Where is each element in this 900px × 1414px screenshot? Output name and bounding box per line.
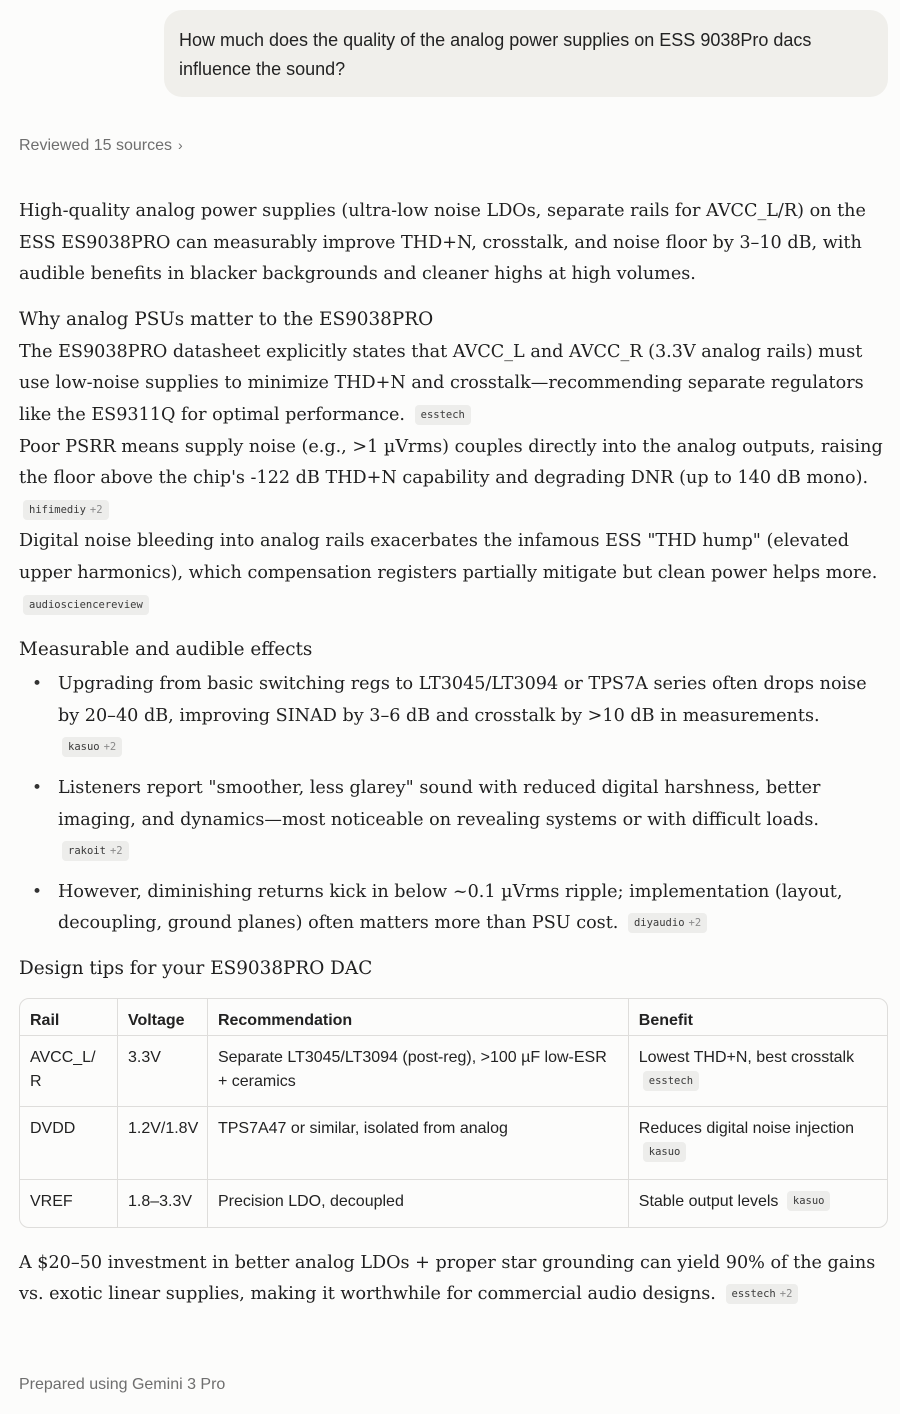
list-item-text: Listeners report "smoother, less glarey" sound with reduced digital harshness, better imaging, and dynamics—most noticeable on revealing systems or with difficult loads. <box>58 777 821 830</box>
cell-text: Lowest THD+N, best crosstalk <box>638 1048 855 1066</box>
citation-source: esstech <box>731 1288 776 1301</box>
citation-more-count: +2 <box>109 845 123 858</box>
citation-chip[interactable] <box>23 500 109 520</box>
citation-chip[interactable] <box>643 1142 687 1162</box>
citation-source: diyaudio <box>633 917 685 930</box>
paragraph <box>19 432 889 527</box>
citation-chip[interactable] <box>415 405 471 425</box>
paragraph-text: Poor PSRR means supply noise (e.g., >1 µVrms) couples directly into the analog outputs, raising the floor above the chip's -122 dB THD+N capability and degrading DNR (up to 140 dB mono). <box>19 436 883 489</box>
list-item-text: Upgrading from basic switching regs to LT3045/LT3094 or TPS7A series often drops noise by 20–40 dB, improving SINAD by 3–6 dB and crosstalk by >10 dB in measurements. <box>58 674 867 726</box>
paragraph-text: Digital noise bleeding into analog rails exacerbates the infamous ESS "THD hump" (elevated upper harmonics), which compensation registers partially mitigate but clean power helps more. <box>19 531 878 583</box>
user-message-bubble <box>164 10 888 97</box>
cell-benefit <box>628 1106 887 1179</box>
cell-recommendation: Precision LDO, decoupled <box>207 1179 628 1227</box>
list-item <box>19 773 889 868</box>
user-message-text: How much does the quality of the analog power supplies on ESS 9038Pro dacs influence the sound? <box>179 30 812 79</box>
citation-chip[interactable] <box>23 595 149 615</box>
bullet-icon: • <box>32 674 43 695</box>
citation-source: hifimediy <box>29 503 86 516</box>
paragraph <box>19 337 889 432</box>
bullet-icon: • <box>32 777 43 798</box>
cell-recommendation: Separate LT3045/LT3094 (post-reg), >100 µF low-ESR + ceramics <box>207 1035 628 1106</box>
design-tips-table <box>19 998 888 1228</box>
citation-chip[interactable] <box>62 737 122 757</box>
citation-source: esstech <box>648 1074 694 1087</box>
cell-benefit <box>628 1179 887 1227</box>
cell-rail: DVDD <box>20 1106 117 1179</box>
citation-source: rakoit <box>68 845 106 858</box>
list-item-text: However, diminishing returns kick in below ~0.1 µVrms ripple; implementation (layout, decoupling, ground planes) often matters more than PSU cost. <box>58 881 843 934</box>
paragraph-text: The ES9038PRO datasheet explicitly states that AVCC_L and AVCC_R (3.3V analog rails) must use low-noise supplies to minimize THD+N and crosstalk—recommending separate regulators like the ES9311Q for optimal performance. <box>19 341 864 425</box>
reviewed-sources-toggle[interactable] <box>19 137 183 155</box>
chevron-right-icon: › <box>177 137 183 153</box>
column-header: Rail <box>30 1011 60 1029</box>
table-row <box>20 1179 887 1227</box>
citation-more-count: +2 <box>688 917 702 930</box>
cell-rail <box>20 1035 117 1106</box>
cell-voltage: 1.8–3.3V <box>117 1179 207 1227</box>
citation-more-count: +2 <box>779 1288 793 1301</box>
assistant-response <box>19 196 889 1311</box>
citation-more-count: +2 <box>89 503 103 516</box>
citation-chip[interactable] <box>628 913 707 933</box>
column-header: Voltage <box>117 999 207 1035</box>
cell-text: Stable output levels <box>638 1192 779 1210</box>
sources-label: Reviewed 15 sources <box>19 137 172 154</box>
intro-paragraph: High-quality analog power supplies (ultra-low noise LDOs, separate rails for AVCC_L/R) on the ESS ES9038PRO can measurably improve THD+N, crosstalk, and noise floor by 3–10 dB, with audible benefits in blacker backgrounds and cleaner highs at high volumes. <box>19 201 866 285</box>
citation-source: audiosciencereview <box>29 598 143 611</box>
citation-chip[interactable] <box>726 1284 799 1304</box>
cell-rail: VREF <box>20 1179 117 1227</box>
citation-source: kasuo <box>68 741 100 754</box>
table-header-row <box>20 999 887 1035</box>
section-heading-effects: Measurable and audible effects <box>19 639 313 661</box>
list-item <box>19 877 889 940</box>
table-row <box>20 1035 887 1106</box>
citation-more-count: +2 <box>103 741 117 754</box>
list-item <box>19 669 889 764</box>
column-header: Benefit <box>628 999 887 1035</box>
cell-voltage: 1.2V/1.8V <box>117 1106 207 1179</box>
citation-chip[interactable] <box>643 1071 699 1091</box>
closing-paragraph <box>19 1248 889 1311</box>
citation-chip[interactable] <box>787 1191 831 1211</box>
citation-source: kasuo <box>792 1194 825 1207</box>
cell-recommendation: TPS7A47 or similar, isolated from analog <box>207 1106 628 1179</box>
effects-list <box>19 669 889 940</box>
citation-source: esstech <box>420 408 465 421</box>
paragraph <box>19 526 889 621</box>
citation-source: kasuo <box>648 1145 681 1158</box>
citation-chip[interactable] <box>62 841 129 861</box>
section-heading-design: Design tips for your ES9038PRO DAC <box>19 957 373 979</box>
section-heading-why: Why analog PSUs matter to the ES9038PRO <box>19 308 434 330</box>
prepared-using-label: Prepared using Gemini 3 Pro <box>19 1376 226 1393</box>
cell-text: AVCC_L/R <box>30 1048 96 1090</box>
cell-voltage: 3.3V <box>117 1035 207 1106</box>
column-header: Recommendation <box>207 999 628 1035</box>
table-row <box>20 1106 887 1179</box>
cell-benefit <box>628 1035 887 1106</box>
paragraph-text: A $20–50 investment in better analog LDOs + proper star grounding can yield 90% of the gains vs. exotic linear supplies, making it worthwhile for commercial audio designs. <box>19 1252 876 1305</box>
cell-text: Reduces digital noise injection <box>638 1119 855 1137</box>
bullet-icon: • <box>32 881 43 902</box>
